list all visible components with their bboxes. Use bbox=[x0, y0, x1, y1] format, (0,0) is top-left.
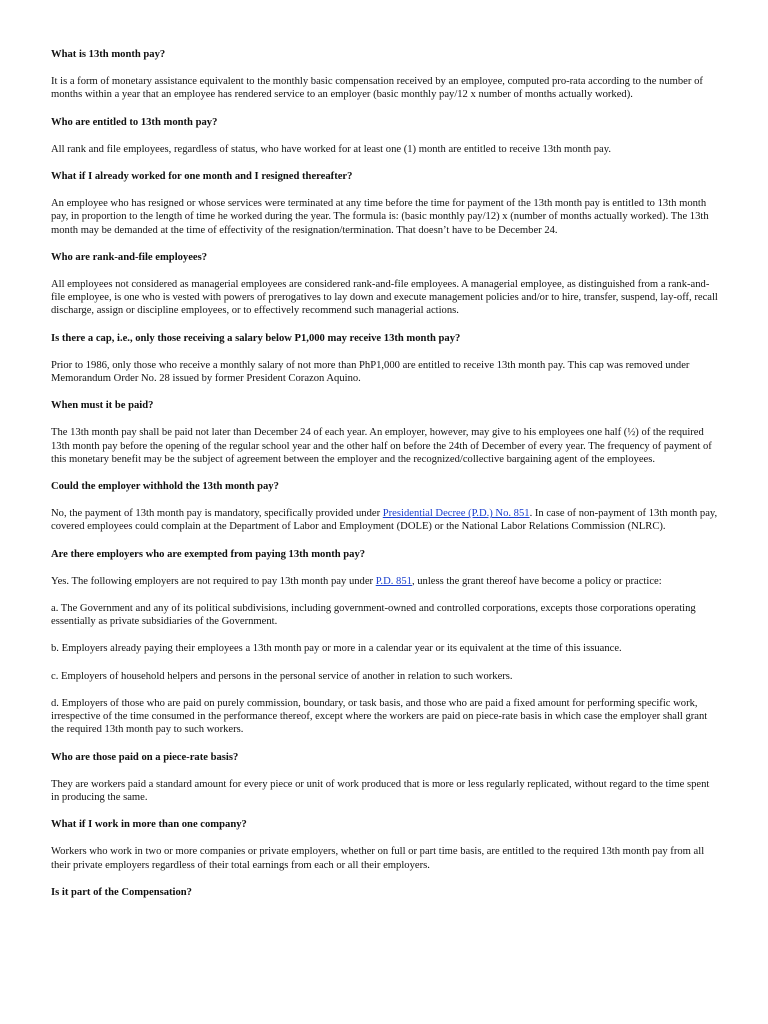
question-heading: What is 13th month pay? bbox=[51, 49, 166, 60]
question-heading: Who are those paid on a piece-rate basis? bbox=[51, 751, 239, 763]
answer-paragraph bbox=[51, 507, 718, 533]
question-heading: What if I already worked for one month and I resigned thereafter? bbox=[51, 171, 353, 183]
question-heading: Who are rank-and-file employees? bbox=[51, 251, 208, 263]
answer-paragraph: All employees not considered as managerial employees are considered rank-and-file employees. A managerial employee, as distinguished from a rank-and-file employee, is one who is vested with powers of prerogatives to lay down and execute management policies and/or to hire, transfer, suspend, lay-off, recall discharge, assign or discipline employees, or to effectively recommend such managerial actions. bbox=[51, 279, 718, 317]
answer-text: Yes. The following employers are not required to pay 13th month pay under bbox=[51, 575, 376, 587]
exemption-item: d. Employers of those who are paid on purely commission, boundary, or task basis, and those who are paid a fixed amount for performing specific work, irrespective of the time consumed in the performance thereof, except where the workers are paid on piece-rate basis in which case the employer shall grant the required 13th month pay to such workers. bbox=[51, 697, 708, 736]
exemption-item: b. Employers already paying their employees a 13th month pay or more in a calendar year or its equivalent at the time of this issuance. bbox=[51, 643, 622, 655]
pd-851-short-link[interactable]: P.D. 851 bbox=[375, 575, 412, 587]
answer-paragraph: Workers who work in two or more companies or private employers, whether on full or part time basis, are entitled to the required 13th month pay from all their private employers regardless of their total earnings from each or all their employers. bbox=[51, 846, 705, 871]
question-heading: What if I work in more than one company? bbox=[51, 819, 247, 831]
question-heading: Are there employers who are exempted from paying 13th month pay? bbox=[51, 548, 366, 560]
pd-851-link[interactable]: Presidential Decree (P.D.) No. 851 bbox=[382, 508, 530, 520]
question-heading: Who are entitled to 13th month pay? bbox=[51, 116, 218, 128]
answer-paragraph: It is a form of monetary assistance equivalent to the monthly basic compensation received by an employee, computed pro-rata according to the number of months within a year that an employee has rendered service to an employer (basic monthly pay/12 x number of months actually worked). bbox=[51, 76, 703, 101]
answer-paragraph: All rank and file employees, regardless of status, who have worked for at least one (1) month are entitled to receive 13th month pay. bbox=[51, 143, 612, 155]
answer-text: , unless the grant thereof have become a policy or practice: bbox=[411, 575, 662, 587]
question-heading: Could the employer withhold the 13th month pay? bbox=[51, 481, 279, 493]
exemption-item: c. Employers of household helpers and persons in the personal service of another in relation to such workers. bbox=[51, 670, 513, 682]
answer-paragraph: The 13th month pay shall be paid not later than December 24 of each year. An employer, however, may give to his employees one half (½) of the required 13th month pay before the opening of the regular school year and the other half on before the 24th of December of every year. The frequency of payment of this monetary benefit may be the subject of agreement between the employer and the recognized/collective bargaining agent of the employees. bbox=[51, 427, 712, 465]
answer-paragraph: An employee who has resigned or whose services were terminated at any time before the time for payment of the 13th month pay is entitled to 13th month pay, in proportion to the length of time he worked during the year. The formula is: (basic monthly pay/12) x (number of months actually worked). The 13th month may be demanded at the time of effectivity of the resignation/termination. That doesn’t have to be December 24. bbox=[51, 198, 709, 236]
answer-text: No, the payment of 13th month pay is mandatory, specifically provided under bbox=[51, 508, 383, 520]
question-heading: When must it be paid? bbox=[51, 400, 154, 412]
answer-paragraph: Prior to 1986, only those who receive a monthly salary of not more than PhP1,000 are entitled to receive 13th month pay. This cap was removed under Memorandum Order No. 28 issued by former President Corazon Aquino. bbox=[51, 359, 690, 385]
answer-paragraph: They are workers paid a standard amount for every piece or unit of work produced that is more or less regularly replicated, without regard to the time spent in producing the same. bbox=[51, 778, 710, 803]
answer-paragraph bbox=[51, 575, 718, 588]
exemption-item: a. The Government and any of its political subdivisions, including government-owned and controlled corporations, excepts those corporations operating essentially as private subsidiaries of the Government. bbox=[51, 603, 696, 628]
question-heading: Is it part of the Compensation? bbox=[51, 886, 192, 898]
answer-text: . In case of non-payment of 13th month pay, covered employees could complain at the Department of Labor and Employment (DOLE) or the National Labor Relations Commission (NLRC). bbox=[51, 508, 718, 533]
question-heading: Is there a cap, i.e., only those receiving a salary below P1,000 may receive 13th month pay? bbox=[51, 332, 461, 344]
